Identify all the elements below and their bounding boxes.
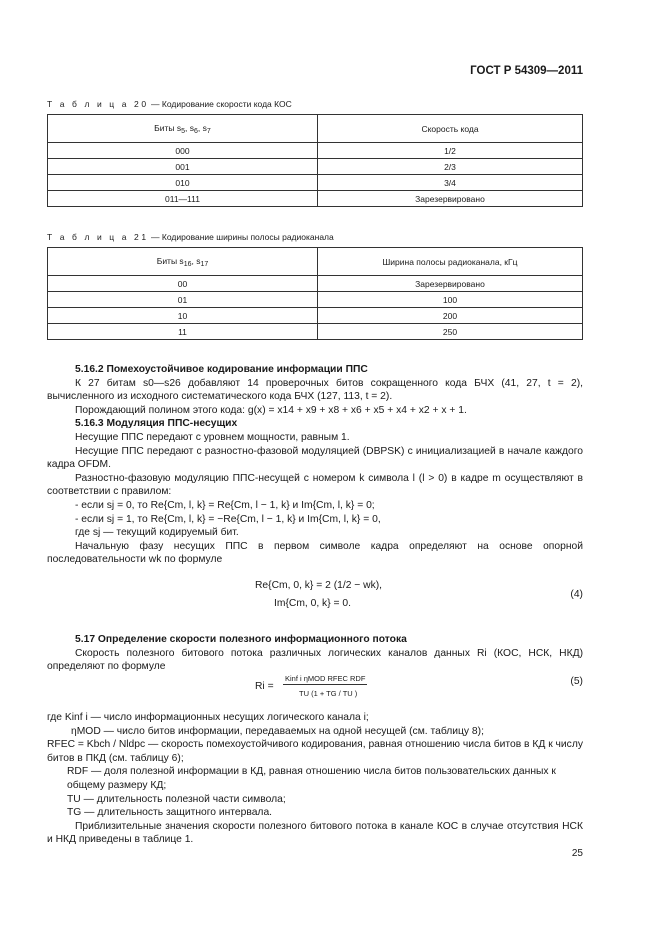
table-cell: 100 bbox=[318, 292, 583, 308]
table-cell: 010 bbox=[48, 175, 318, 191]
equation-number: (4) bbox=[570, 589, 583, 600]
formula-line: Re{Cm, 0, k} = 2 (1/2 − wk), bbox=[255, 580, 383, 591]
table21-caption-prefix: Т а б л и ц а 21 bbox=[47, 232, 149, 242]
definition-item: RDF — доля полезной информации в КД, равная отношению числа битов пользовательских данных к общему размеру КД; bbox=[67, 766, 556, 791]
paragraph: Несущие ППС передают с разностно-фазовой модуляцией (DBPSK) с инициализацией в начале каждого кадра OFDM. bbox=[47, 445, 583, 471]
paragraph: Порождающий полином этого кода: g(x) = x14 + x9 + x8 + x6 + x5 + x4 + x2 + x + 1. bbox=[75, 404, 467, 416]
rule-line: - если sj = 0, то Re{Cm, l, k} = Re{Cm, l − 1, k} и Im{Cm, l, k} = 0; bbox=[75, 499, 375, 511]
paragraph: Разностно-фазовую модуляцию ППС-несущей с номером k символа l (l > 0) в кадре m осуществляют в соответствии с правилом: bbox=[47, 472, 583, 498]
equation-number: (5) bbox=[570, 676, 583, 687]
table-cell: 200 bbox=[318, 308, 583, 324]
formula-numerator: Kinf i ηMOD RFEC RDF bbox=[285, 674, 366, 683]
page-number: 25 bbox=[571, 848, 583, 859]
definition-item: где Kinf i — число информационных несущих логического канала i; bbox=[47, 712, 369, 723]
table21 bbox=[47, 247, 583, 340]
table-row bbox=[48, 143, 583, 159]
table21-header-bandwidth: Ширина полосы радиоканала, кГц bbox=[318, 248, 583, 276]
section-heading: 5.17 Определение скорости полезного информационного потока bbox=[75, 634, 407, 645]
table-row bbox=[48, 292, 583, 308]
definition-item: TU — длительность полезной части символа; bbox=[67, 793, 286, 805]
table-cell: 00 bbox=[48, 276, 318, 292]
table-cell: 2/3 bbox=[318, 159, 583, 175]
table-cell: Зарезервировано bbox=[318, 191, 583, 207]
table-row bbox=[48, 191, 583, 207]
table-cell: Зарезервировано bbox=[318, 276, 583, 292]
definition-item: ηMOD — число битов информации, передаваемых на одной несущей (см. таблицу 8); bbox=[71, 725, 484, 737]
table-row bbox=[48, 276, 583, 292]
table-row bbox=[48, 308, 583, 324]
table-cell: 11 bbox=[48, 324, 318, 340]
table20-caption bbox=[47, 99, 292, 109]
paragraph: Приблизительные значения скорости полезного битового потока в канале КОС в случае отсутствия НСК и НКД приведены в таблице 1. bbox=[47, 820, 583, 846]
table20-header-rate: Скорость кода bbox=[318, 115, 583, 143]
formula-5 bbox=[47, 676, 583, 710]
paragraph: Несущие ППС передают с уровнем мощности, равным 1. bbox=[75, 431, 350, 443]
paragraph: Скорость полезного битового потока различных логических каналов данных Ri (КОС, НСК, НКД) определяют по формуле bbox=[47, 647, 583, 673]
table20-header-bits: Биты $s_5$, $s_6$, $s_7$ bbox=[48, 115, 318, 143]
table21-caption bbox=[47, 232, 334, 242]
table-cell: 011—111 bbox=[48, 191, 318, 207]
table-row bbox=[48, 159, 583, 175]
table-cell: 001 bbox=[48, 159, 318, 175]
table-row bbox=[48, 324, 583, 340]
section-5-17 bbox=[47, 633, 583, 674]
paragraph: Начальную фазу несущих ППС в первом символе кадра определяют на основе опорной последовательности wk по формуле bbox=[47, 540, 583, 566]
formula-denominator: TU (1 + TG / TU ) bbox=[299, 689, 358, 698]
table20-caption-text: — Кодирование скорости кода КОС bbox=[148, 99, 292, 109]
table-cell: 3/4 bbox=[318, 175, 583, 191]
formula-lhs: Ri = bbox=[255, 681, 274, 692]
section-5-16-2 bbox=[47, 363, 583, 567]
table20-caption-prefix: Т а б л и ц а 20 bbox=[47, 99, 149, 109]
table-cell: 250 bbox=[318, 324, 583, 340]
table21-header-bits: Биты $s_{16}$, $s_{17}$ bbox=[48, 248, 318, 276]
table-cell: 10 bbox=[48, 308, 318, 324]
definition-item: TG — длительность защитного интервала. bbox=[67, 807, 273, 819]
table20 bbox=[47, 114, 583, 207]
formula-4 bbox=[47, 580, 583, 614]
paragraph: К 27 битам s0—s26 добавляют 14 проверочных битов сокращенного кода БЧХ (41, 27, t = 2), вычисленного из исходного систематического кода БЧХ (127, 113, t = 2). bbox=[47, 377, 583, 403]
table-row bbox=[48, 175, 583, 191]
table-cell: 01 bbox=[48, 292, 318, 308]
table-cell: 000 bbox=[48, 143, 318, 159]
definition-item: RFEC = Kbch / Nldpc — скорость помехоустойчивого кодирования, равная отношению числа битов в КД к числу битов в ПКД (см. таблицу 6); bbox=[47, 739, 583, 764]
section-heading: 5.16.2 Помехоустойчивое кодирование информации ППС bbox=[75, 364, 368, 375]
rule-line: где sj — текущий кодируемый бит. bbox=[75, 527, 239, 539]
document-id: ГОСТ Р 54309—2011 bbox=[470, 65, 583, 77]
definitions-list bbox=[47, 711, 583, 847]
formula-line: Im{Cm, 0, k} = 0. bbox=[274, 598, 351, 609]
section-heading: 5.16.3 Модуляция ППС-несущих bbox=[75, 418, 238, 430]
rule-line: - если sj = 1, то Re{Cm, l, k} = −Re{Cm, l − 1, k} и Im{Cm, l, k} = 0, bbox=[75, 513, 381, 525]
table-cell: 1/2 bbox=[318, 143, 583, 159]
table21-caption-text: — Кодирование ширины полосы радиоканала bbox=[148, 232, 334, 242]
